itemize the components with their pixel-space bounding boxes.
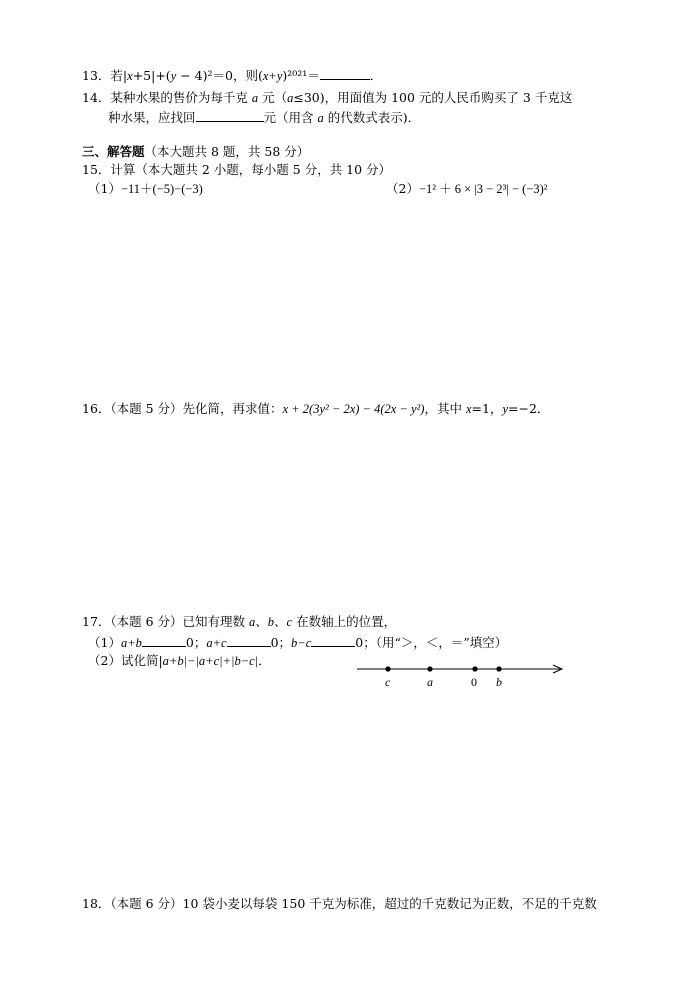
label-c: c [385, 675, 391, 689]
answer-blank[interactable] [320, 67, 370, 80]
question-16: 16．（本题 5 分）先化简，再求值：x + 2(3y² − 2x) − 4(2x − y²)，其中 x=1，y=−2． [82, 401, 550, 416]
question-15-part-1: （1）−11＋(−5)−(−3) [88, 181, 203, 196]
point-a [427, 666, 432, 671]
answer-blank[interactable] [196, 109, 264, 122]
question-18: 18．（本题 6 分）10 袋小麦以每袋 150 千克为标准，超过的千克数记为正数，不足的千克数 [82, 896, 597, 911]
question-number: 16． [82, 401, 111, 416]
question-14-line-1: 14．某种水果的售价为每千克 a 元（a≤30)，用面值为 100 元的人民币购买了 3 千克这 [82, 90, 573, 105]
question-14-line-2: 种水果，应找回 元（用含 a 的代数式表示)． [108, 110, 421, 125]
question-17-part-1: （1）a+b 0；a+c 0；b−c 0；（用“＞，＜，＝”填空） [88, 635, 508, 650]
label-zero: 0 [471, 675, 477, 689]
section-heading: 三、解答题（本大题共 8 题，共 58 分） [82, 144, 310, 159]
question-number: 14． [82, 90, 111, 105]
number-line [355, 660, 570, 692]
point-c [385, 666, 390, 671]
point-zero [472, 666, 477, 671]
question-number: 17． [82, 614, 111, 629]
answer-blank[interactable] [142, 634, 186, 647]
section-title: 三、解答题 [82, 144, 145, 159]
question-15: 15．计算（本大题共 2 小题，每小题 5 分，共 10 分） [82, 162, 392, 177]
question-15-part-2: （2）−1² ＋ 6 × |3 − 2³| − (−3)² [386, 181, 548, 196]
question-number: 18． [82, 896, 111, 911]
question-13: 13．若|x+5|+(y − 4)²＝0，则(x+y)²⁰²¹＝ ． [82, 68, 383, 83]
question-17: 17．（本题 6 分）已知有理数 a、b、c 在数轴上的位置， [82, 614, 397, 629]
question-number: 13． [82, 68, 111, 83]
answer-blank[interactable] [227, 634, 271, 647]
question-17-part-2: （2）试化简|a+b|−|a+c|+|b−c|． [88, 653, 271, 668]
label-b: b [496, 675, 502, 689]
point-b [496, 666, 501, 671]
question-number: 15． [82, 162, 111, 177]
label-a: a [427, 675, 433, 689]
answer-blank[interactable] [311, 634, 355, 647]
